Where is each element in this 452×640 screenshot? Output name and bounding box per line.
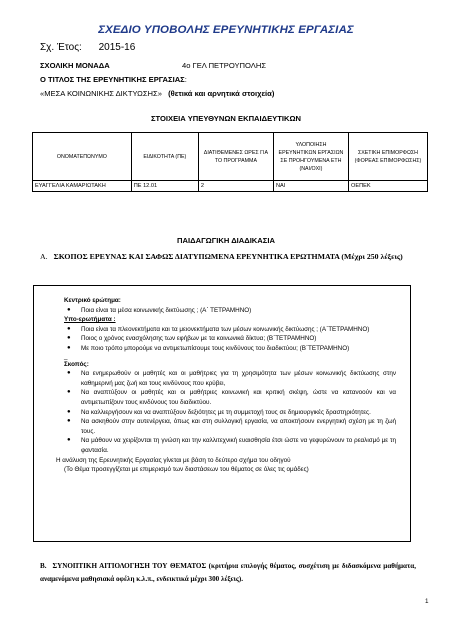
bullet-icon: ● [67, 370, 71, 377]
document-title: ΣΧΕΔΙΟ ΥΠΟΒΟΛΗΣ ΕΡΕΥΝΗΤΙΚΗΣ ΕΡΓΑΣΙΑΣ [98, 24, 354, 36]
section-a-text: ΣΚΟΠΟΣ ΕΡΕΥΝΑΣ ΚΑΙ ΣΑΦΩΣ ΔΙΑΤΥΠΩΜΕΝΑ ΕΡΕΥΝΗΤΙΚΑ ΕΡΩΤΗΜΑΤΑ (Μέχρι 250 λέξεις) [53, 252, 403, 261]
col-hours-header: ΔΙΑΤΙΘΕΜΕΝΕΣ ΩΡΕΣ ΓΙΑ ΤΟ ΠΡΟΓΡΑΜΜΑ [198, 133, 273, 181]
col-previous-header: ΥΛΟΠΟΙΗΣΗ ΕΡΕΥΝΗΤΙΚΩΝ ΕΡΓΑΣΙΩΝ ΣΕ ΠΡΟΗΓΟΥΜΕΝΑ ΕΤΗ (ΝΑΙ/ΟΧΙ) [273, 133, 348, 181]
school-unit-label: ΣΧΟΛΙΚΗ ΜΟΝΑΔΑ [40, 61, 110, 70]
school-year-label: Σχ. Έτος: [40, 42, 82, 53]
purpose-label: Σκοπός: [64, 360, 89, 368]
separator-dash: _ [64, 352, 68, 360]
sub-question-item: ● Ποια είναι τα πλεονεκτήματα και τα μειονεκτήματα των μέσων κοινωνικής δικτύωσης ; (Α΄ΤΕΤΡΑΜΗΝΟ) [67, 325, 370, 333]
project-title-label: Ο ΤΙΤΛΟΣ ΤΗΣ ΕΡΕΥΝΗΤΙΚΗΣ ΕΡΓΑΣΙΑΣ [40, 75, 185, 84]
project-title-value: «ΜΕΣΑ ΚΟΙΝΩΝΙΚΗΣ ΔΙΚΤΥΩΣΗΣ» [40, 89, 162, 98]
pedagogy-heading: ΠΑΙΔΑΓΩΓΙΚΗ ΔΙΑΔΙΚΑΣΙΑ [177, 236, 275, 245]
staff-name: ΕΥΑΓΓΕΛΙΑ ΚΑΜΑΡΙΩΤΑΚΗ [33, 181, 132, 192]
staff-hours: 2 [198, 181, 273, 192]
col-training-header: ΣΧΕΤΙΚΗ ΕΠΙΜΟΡΦΩΣΗ (ΦΟΡΕΑΣ ΕΠΙΜΟΡΦΩΣΗΣ) [348, 133, 427, 181]
staff-table [32, 132, 428, 192]
sub-question-item: ● Με ποιο τρόπο μπορούμε να αντιμετωπίσουμε τους κινδύνους του διαδικτύου; (Β΄ΤΕΤΡΑΜΗΝΟ) [67, 344, 350, 352]
school-unit-value: 4ο ΓΕΛ ΠΕΤΡΟΥΠΟΛΗΣ [182, 61, 267, 70]
staff-training: ΟΕΠΕΚ [348, 181, 427, 192]
section-b-heading [40, 560, 416, 586]
central-question-label: Κεντρικό ερώτημα: [64, 297, 121, 304]
section-b-letter: Β. [40, 562, 47, 570]
approach-note: (Το Θέμα προσεγγίζεται με επιμερισμό των διαστάσεων του θέματος σε όλες τις ομάδες) [64, 466, 309, 474]
bullet-icon: ● [67, 418, 71, 425]
section-b-text: ΣΥΝΟΠΤΙΚΗ ΑΙΤΙΟΛΟΓΗΣΗ ΤΟΥ ΘΕΜΑΤΟΣ (κριτήρια επιλογής θέματος, συσχέτιση με διδασκόμενα μαθήματα, αναμενόμενα μαθησιακά οφέλη κ.λ.π., ενδεικτικά μέχρι 300 λέξεις). [40, 562, 416, 583]
research-questions-box [33, 285, 411, 542]
sub-questions-label: Υπο-ερωτήματα : [64, 316, 116, 324]
analysis-note: Η ανάλυση της Ερευνητικής Εργασίας γίνεται με βάση το δεύτερο σχήμα του οδηγού [56, 456, 291, 464]
bullet-icon: ● [67, 389, 71, 396]
purpose-item: ● Να αναπτύξουν οι μαθητές και οι μαθήτριες κοινωνική και κριτική σκέψη, ώστε να κατανοούν και να αντιμετωπίζουν τους κινδύνους του διαδικτύου. [67, 389, 396, 406]
sub-question-item: ● Ποιος ο χρόνος ενασχόλησης των εφήβων με τα κοινωνικά δίκτυα; (Β΄ΤΕΤΡΑΜΗΝΟ) [67, 335, 317, 343]
staff-heading: ΣΤΟΙΧΕΙΑ ΥΠΕΥΘΥΝΩΝ ΕΚΠΑΙΔΕΥΤΙΚΩΝ [150, 114, 302, 123]
purpose-item: ● Να καλλιεργήσουν και να αναπτύξουν δεξιότητες με τη συμμετοχή τους σε δημιουργικές δραστηριότητες. [67, 408, 371, 416]
central-question-item: ● Ποια είναι τα μέσα κοινωνικής δικτύωσης ; (Α΄ ΤΕΤΡΑΜΗΝΟ) [67, 306, 252, 314]
purpose-item: ● Να ασκηθούν στην αυτενέργεια, όπως και στη συλλογική εργασία, να αποκτήσουν ενεργητική σχέση με τη ζωή τους. [67, 418, 396, 435]
school-year-value: 2015-16 [98, 42, 136, 53]
project-title-sub: (θετικά και αρνητικά στοιχεία) [168, 89, 275, 98]
col-specialty-header: ΕΙΔΙΚΟΤΗΤΑ (ΠΕ) [131, 133, 198, 181]
section-a-heading [40, 250, 420, 263]
bullet-icon: ● [67, 408, 71, 415]
bullet-icon: ● [67, 306, 71, 313]
section-a-letter: Α. [40, 252, 48, 261]
staff-header-row [33, 133, 428, 181]
purpose-item: ● Να μάθουν να χειρίζονται τη γνώση και την καλλιτεχνική ευαισθησία έτσι ώστε να γεφυρώνουν το ρεαλισμό με τη φαντασία. [67, 437, 396, 454]
school-year [40, 42, 135, 53]
staff-specialty: ΠΕ 12.01 [131, 181, 198, 192]
purpose-item: ● Να ενημερωθούν οι μαθητές και οι μαθήτριες για τη χρησιμότητα των μέσων κοινωνικής δικτύωσης στην καθημερινή μας ζωή και τους κινδύνους που κρύβει, [67, 370, 396, 387]
page-number: 1 [425, 598, 429, 605]
bullet-icon: ● [67, 325, 71, 332]
staff-row [33, 181, 428, 192]
staff-previous: ΝΑΙ [273, 181, 348, 192]
bullet-icon: ● [67, 437, 71, 444]
col-name-header: ΟΝΟΜΑΤΕΠΩΝΥΜΟ [33, 133, 132, 181]
bullet-icon: ● [67, 335, 71, 342]
bullet-icon: ● [67, 344, 71, 351]
school-unit [40, 61, 267, 70]
project-title-line [40, 89, 274, 98]
project-title-label-line [40, 75, 187, 84]
project-title-colon: : [184, 75, 187, 84]
